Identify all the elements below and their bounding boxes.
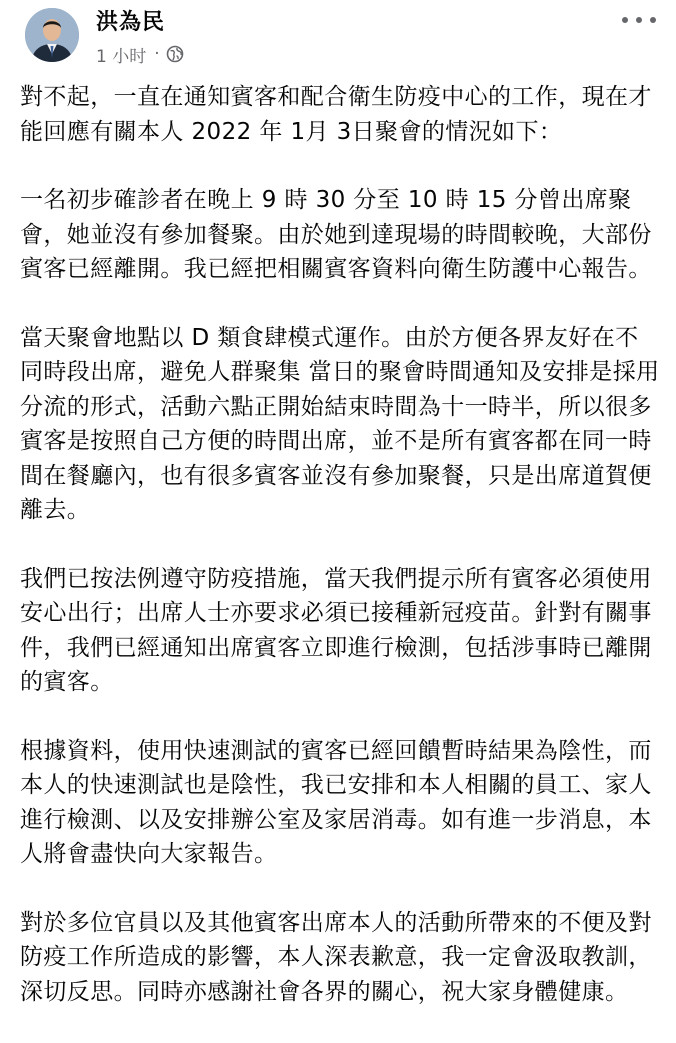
post-timestamp[interactable]: 1 小时 bbox=[96, 46, 147, 67]
author-name[interactable]: 洪為民 bbox=[96, 10, 166, 35]
post-meta bbox=[96, 42, 184, 66]
avatar[interactable] bbox=[25, 8, 79, 62]
post-paragraph: 一名初步確診者在晚上 9 時 30 分至 10 時 15 分曾出席聚會，她並沒有參加餐聚。由於她到達現場的時間較晚，大部份賓客已經離開。我已經把相關賓客資料向衛生防護中心報告。 bbox=[20, 187, 652, 282]
more-horizontal-icon bbox=[650, 17, 656, 23]
post-body bbox=[20, 80, 660, 1043]
post-paragraph: 當天聚會地點以 D 類食肆模式運作。由於方便各界友好在不同時段出席，避免人群聚集 當日的聚會時間通知及安排是採用分流的形式，活動六點正開始結束時間為十一時半，所以很多賓客是按照自己方便的時間出席，並不是所有賓客都在同一時間在餐廳內，也有很多賓客並沒有參加聚餐，只是出席道賀便離去。 bbox=[20, 324, 660, 523]
post-paragraph: 對不起，一直在通知賓客和配合衛生防疫中心的工作，現在才能回應有關本人 2022 年 1月 3日聚會的情況如下： bbox=[20, 84, 652, 145]
post-paragraph: 對於多位官員以及其他賓客出席本人的活動所帶來的不便及對防疫工作所造成的影響，本人深表歉意，我一定會汲取教訓，深切反思。同時亦感謝社會各界的關心，祝大家身體健康。 bbox=[20, 909, 652, 1005]
more-horizontal-icon bbox=[622, 17, 628, 23]
more-options-button[interactable] bbox=[622, 10, 656, 30]
meta-separator: · bbox=[154, 44, 160, 64]
post-header bbox=[0, 0, 676, 76]
more-horizontal-icon bbox=[636, 17, 642, 23]
avatar-portrait bbox=[25, 8, 79, 62]
post-paragraph: 我們已按法例遵守防疫措施，當天我們提示所有賓客必須使用安心出行；出席人士亦要求必須已接種新冠疫苗。針對有關事件，我們已經通知出席賓客立即進行檢測，包括涉事時已離開的賓客。 bbox=[20, 565, 652, 695]
post-paragraph: 根據資料，使用快速測試的賓客已經回饋暫時結果為陰性，而本人的快速測試也是陰性，我已安排和本人相關的員工、家人進行檢測、以及安排辦公室及家居消毒。如有進一步消息，本人將會盡快向大家報告。 bbox=[20, 737, 652, 867]
globe-icon[interactable] bbox=[166, 45, 184, 63]
